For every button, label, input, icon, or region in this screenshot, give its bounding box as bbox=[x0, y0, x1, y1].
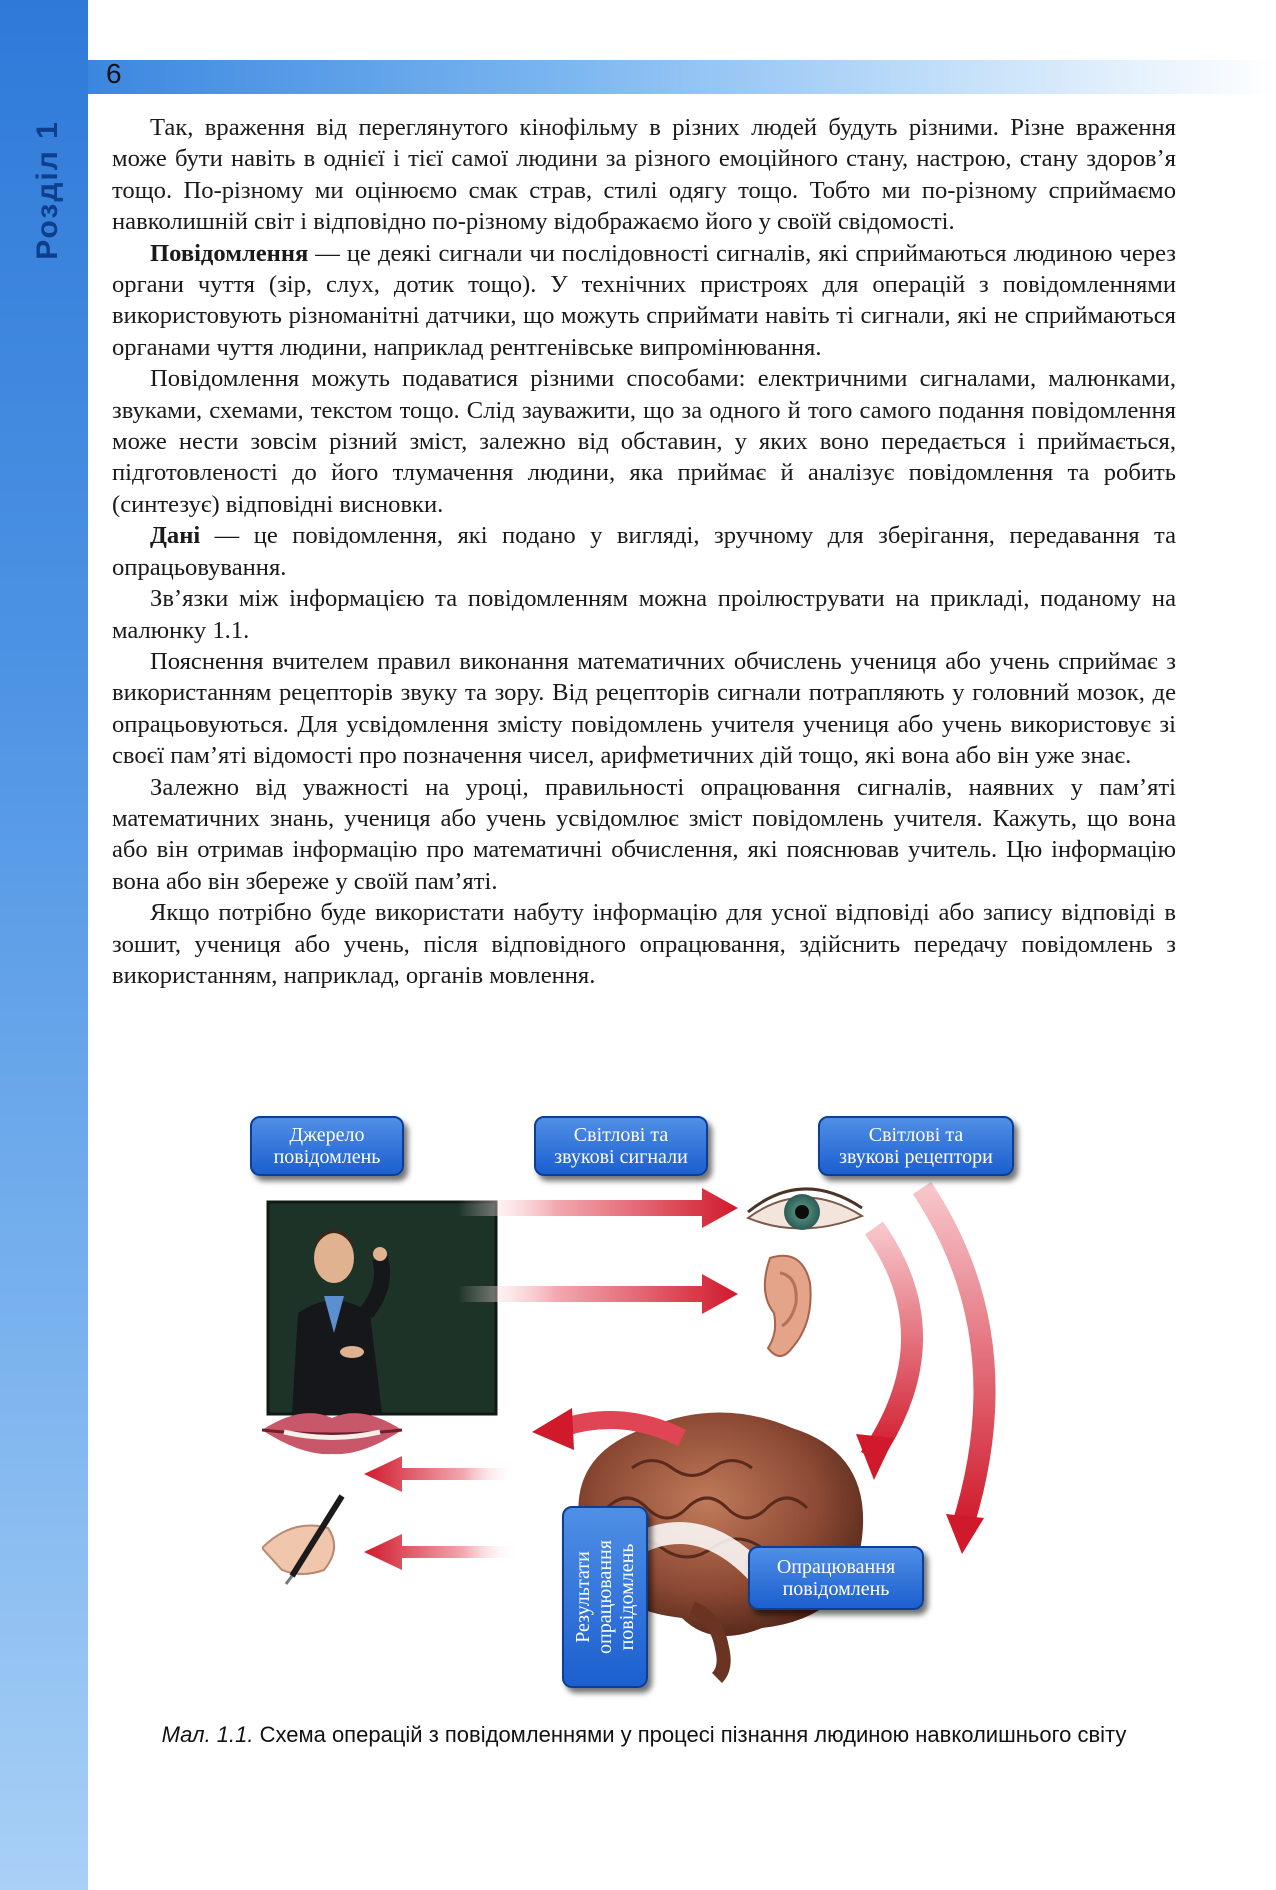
arrow-to-ear bbox=[458, 1274, 738, 1314]
label-processing: Опрацювання повідомлень bbox=[748, 1546, 924, 1610]
figure-caption: Мал. 1.1. Схема операцій з повідомленнями у процесі пізнання людиною навколишнього світу bbox=[161, 1722, 1127, 1747]
arrow-eye-to-brain bbox=[870, 1228, 912, 1458]
arrow-to-lips bbox=[364, 1456, 518, 1492]
label-results: Результати опрацювання повідомлень bbox=[562, 1506, 648, 1688]
paragraph-7: Залежно від уважності на уроці, правильності опрацювання сигналів, наявних у пам’яті математичних знань, учениця або учень усвідомлює зміст повідомлень учителя. Кажуть, що вона або він отримав інформацію про математичні обчислення, які пояснював учитель. Цю інформацію вона або він збереже у своїй пам’яті. bbox=[112, 773, 1176, 895]
paragraph-6: Пояснення вчителем правил виконання математичних обчислень учениця або учень сприймає з використанням рецепторів звуку та зору. Від рецепторів сигнали потрапляють у головний мозок, де опрацьовуються. Для усвідомлення змісту повідомлень учителя учениця або учень використовує зі своєї пам’яті відомості про позначення чисел, арифметичних дій тощо, які вона або він уже знає. bbox=[112, 647, 1176, 770]
eye-image bbox=[748, 1189, 862, 1230]
term-message: Повідомлення bbox=[150, 239, 309, 267]
label-signals: Світлові та звукові сигнали bbox=[534, 1116, 708, 1176]
section-label: Розділ 1 bbox=[31, 120, 64, 260]
arrow-to-eye bbox=[458, 1188, 738, 1228]
paragraph-3: Повідомлення можуть подаватися різними способами: електричними сигналами, малюнками, звуками, схемами, текстом тощо. Слід зауважити, що за одного й того самого подання повідомлення може нести зовсім різний зміст, залежно від обставин, у яких воно передається і приймається, підготовленості до його тлумачення людини, яка приймає й аналізує повідомлення та робить (синтезує) відповідні висновки. bbox=[112, 365, 1176, 518]
label-source: Джерело повідомлень bbox=[250, 1116, 404, 1176]
writing-hand-image bbox=[262, 1496, 342, 1584]
figure-diagram bbox=[262, 1108, 1032, 1700]
teacher-image bbox=[268, 1202, 496, 1414]
label-receptors: Світлові та звукові рецептори bbox=[818, 1116, 1014, 1176]
arrow-brain-to-results bbox=[562, 1420, 682, 1438]
paragraph-8: Якщо потрібно буде використати набуту інформацію для усної відповіді або запису відповіді в зошит, учениця або учень, після відповідного опрацювання, здійснить передачу повідомлень з використанням, наприклад, органів мовлення. bbox=[112, 899, 1176, 989]
header-band bbox=[88, 60, 1276, 94]
page-number: 6 bbox=[106, 58, 122, 89]
ear-image bbox=[765, 1256, 811, 1356]
side-strip bbox=[0, 0, 88, 1890]
term-data: Дані bbox=[150, 522, 201, 550]
lips-image bbox=[262, 1413, 402, 1454]
arrow-to-hand bbox=[364, 1534, 518, 1570]
paragraph-5: Зв’язки між інформацією та повідомленням можна проілюструвати на прикладі, поданому на малюнку 1.1. bbox=[112, 585, 1176, 644]
paragraph-2: Повідомлення — це деякі сигнали чи послідовності сигналів, які сприймаються людиною через органи чуття (зір, слух, дотик тощо). У технічних пристроях для операцій з повідомленнями використовують різноманітні датчики, що можуть сприймати навіть ті сигнали, які не сприймаються органами чуття людини, наприклад рентгенівське випромінювання. bbox=[112, 239, 1176, 361]
arrow-ear-to-brain bbox=[922, 1188, 985, 1528]
paragraph-1: Так, враження від переглянутого кінофільму в різних людей будуть різними. Різне враження може бути навіть в однієї і тієї самої людини за різного емоційного стану, настрою, стану здоров’я тощо. По-різному ми оцінюємо смак страв, стилі одягу тощо. Тобто ми по-різному сприймаємо навколишній світ і відповідно по-різному відображаємо його у своїй свідомості. bbox=[112, 114, 1176, 236]
paragraph-4: Дані — це повідомлення, які подано у вигляді, зручному для зберігання, передавання та опрацьовування. bbox=[112, 522, 1176, 581]
text-body bbox=[112, 112, 1176, 991]
